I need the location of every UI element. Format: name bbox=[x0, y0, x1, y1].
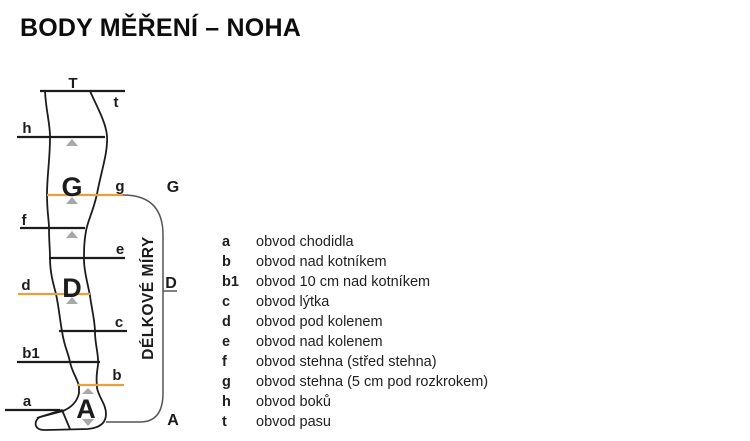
legend-label: obvod 10 cm nad kotníkem bbox=[256, 274, 431, 290]
length-measures-caption: DÉLKOVÉ MÍRY bbox=[140, 236, 157, 360]
legend-item-f bbox=[222, 352, 488, 372]
marker-triangle-h bbox=[66, 139, 78, 146]
legend-key: a bbox=[222, 234, 231, 250]
page-title: BODY MĚŘENÍ – NOHA bbox=[20, 14, 301, 42]
legend-key: d bbox=[222, 314, 231, 330]
legend-label: obvod lýtka bbox=[256, 294, 330, 310]
label-f: f bbox=[21, 212, 27, 229]
label-t: t bbox=[113, 94, 119, 111]
label-b1: b1 bbox=[22, 345, 40, 362]
bracket-label-A: A bbox=[167, 412, 179, 429]
legend-key: b1 bbox=[222, 274, 239, 290]
label-T: T bbox=[68, 75, 78, 92]
legend-label: obvod boků bbox=[256, 394, 331, 410]
legend-item-h bbox=[222, 392, 488, 412]
legend-label: obvod stehna (střed stehna) bbox=[256, 354, 437, 370]
legend-key: b bbox=[222, 254, 231, 270]
bracket-label-D: D bbox=[165, 275, 177, 292]
marker-triangle-f bbox=[66, 231, 78, 238]
legend-key: g bbox=[222, 374, 231, 390]
label-c: c bbox=[114, 314, 124, 331]
legend-item-b1 bbox=[222, 272, 488, 292]
legend-label: obvod stehna (5 cm pod rozkrokem) bbox=[256, 374, 489, 390]
legend-key: f bbox=[222, 354, 227, 370]
legend-item-b bbox=[222, 252, 488, 272]
label-A-big: A bbox=[76, 394, 96, 424]
legend-item-e bbox=[222, 332, 488, 352]
legend-key: h bbox=[222, 394, 231, 410]
legend-item-d bbox=[222, 312, 488, 332]
legend-label: obvod nad kolenem bbox=[256, 334, 383, 350]
legend-label: obvod chodidla bbox=[256, 234, 354, 250]
bracket-label-G: G bbox=[166, 179, 180, 196]
label-a: a bbox=[22, 393, 32, 410]
label-g: g bbox=[115, 178, 125, 195]
label-D-big: D bbox=[62, 273, 82, 303]
legend-key: e bbox=[222, 334, 231, 350]
label-G-big: G bbox=[61, 172, 83, 202]
legend-label: obvod nad kotníkem bbox=[256, 254, 387, 270]
leg-diagram bbox=[0, 0, 210, 441]
legend-item-a bbox=[222, 232, 488, 252]
legend-item-g bbox=[222, 372, 488, 392]
legend-key: c bbox=[222, 294, 231, 310]
label-h: h bbox=[22, 120, 32, 137]
legend-key: t bbox=[222, 414, 227, 430]
label-d: d bbox=[21, 277, 31, 294]
legend-item-c bbox=[222, 292, 488, 312]
legend-label: obvod pod kolenem bbox=[256, 314, 383, 330]
label-e: e bbox=[115, 241, 125, 258]
legend-item-t bbox=[222, 412, 488, 432]
label-b: b bbox=[112, 367, 122, 384]
toe-cap-outline bbox=[37, 410, 70, 429]
legend-label: obvod pasu bbox=[256, 414, 331, 430]
legend bbox=[222, 232, 488, 432]
